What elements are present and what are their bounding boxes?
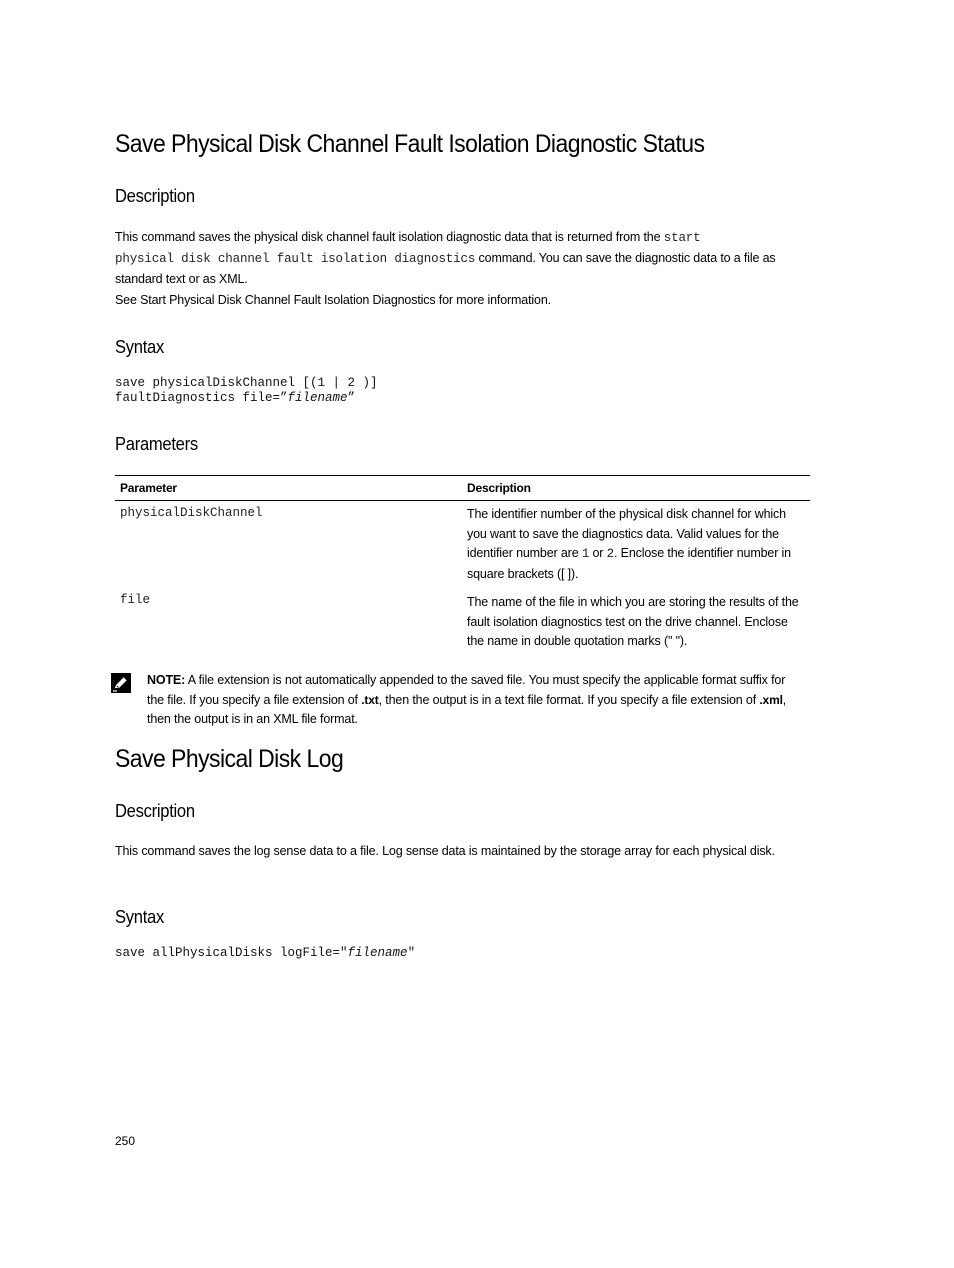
note-label: NOTE: [147, 673, 186, 687]
note-text: , then the output is in a text file format. If you specify a file extension of [378, 692, 760, 707]
table-cell-description: The name of the file in which you are storing the results of the fault isolation diagnostics test on the drive channel. Enclose the name in double quotation marks (" "). [467, 595, 799, 648]
table-header-description: Description [467, 481, 531, 495]
parameters-heading: Parameters [115, 434, 198, 454]
table-header-parameter: Parameter [120, 481, 177, 495]
table-rule [115, 475, 810, 476]
cell-text: . Enclose the identifier number in square brackets ([ ]). [467, 546, 791, 581]
cell-text: or [589, 546, 607, 560]
description-heading: Description [115, 186, 195, 206]
section-title: Save Physical Disk Channel Fault Isolation Diagnostic Status [115, 130, 705, 158]
code-variable: filename [347, 946, 408, 960]
file-extension: .xml [759, 692, 783, 707]
table-cell-description [467, 505, 807, 584]
note-box [147, 671, 797, 730]
syntax-heading: Syntax [115, 337, 164, 357]
inline-code: start [663, 231, 701, 245]
syntax-code-block [115, 946, 415, 961]
cell-text: The identifier number of the physical disk channel for which you want to save the diagnostics data. Valid values for the identifier number are [467, 507, 786, 560]
syntax-code-block [115, 376, 378, 406]
inline-code: physical disk channel fault isolation diagnostics [115, 252, 476, 266]
description-heading: Description [115, 801, 195, 821]
code-variable: filename [287, 391, 348, 405]
note-text: A file extension is not automatically appended to the saved file. You must specify the applicable format suffix for the file. If you specify a file extension of [147, 673, 786, 707]
description-paragraph: See Start Physical Disk Channel Fault Isolation Diagnostics for more information. [115, 293, 551, 307]
inline-code: 1 [581, 547, 590, 561]
file-extension: .txt [361, 692, 379, 707]
description-paragraph: This command saves the log sense data to a file. Log sense data is maintained by the storage array for each physical disk. [115, 844, 775, 858]
code-line: save physicalDiskChannel [(1 | 2 )] [115, 376, 378, 390]
pencil-note-icon [111, 673, 131, 693]
table-cell-parameter: physicalDiskChannel [120, 506, 263, 520]
table-cell-parameter: file [120, 593, 151, 607]
code-line: " [407, 946, 416, 960]
description-paragraph [115, 227, 805, 289]
table-rule [115, 500, 810, 501]
inline-code: 2 [606, 547, 615, 561]
code-line: faultDiagnostics file=” [115, 391, 288, 405]
code-line: ” [347, 391, 356, 405]
description-text: This command saves the physical disk channel fault isolation diagnostic data that is returned from the [115, 230, 664, 244]
note-text: , then the output is in an XML file format. [147, 692, 787, 726]
syntax-heading: Syntax [115, 907, 164, 927]
description-text: command. You can save the diagnostic data to a file as standard text or as XML. [115, 251, 776, 286]
code-line: save allPhysicalDisks logFile=" [115, 946, 348, 960]
page-number: 250 [115, 1134, 136, 1148]
section-title: Save Physical Disk Log [115, 745, 344, 773]
